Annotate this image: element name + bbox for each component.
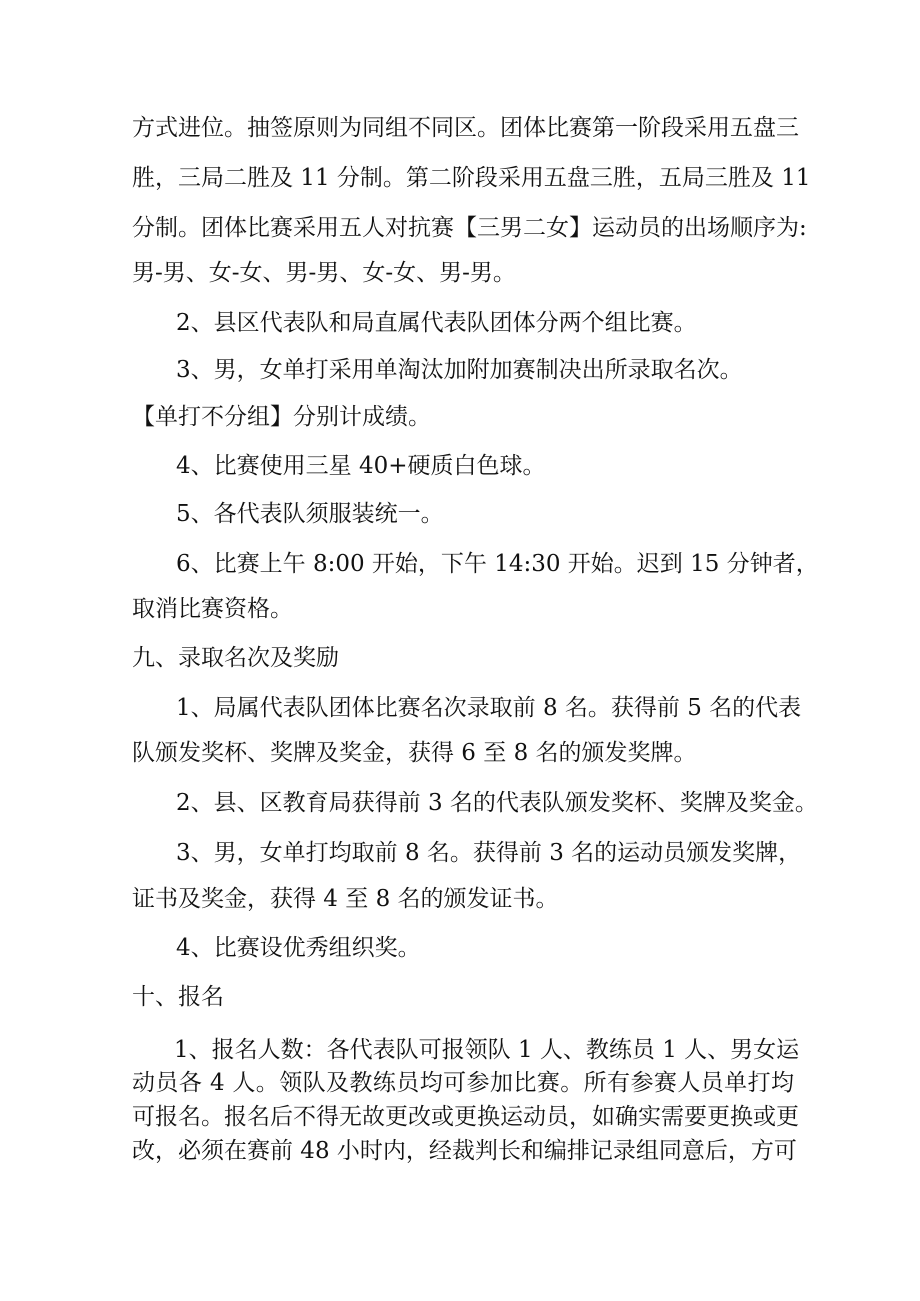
rule-item: 6、比赛上午 8:00 开始，下午 14:30 开始。迟到 15 分钟者，	[176, 551, 819, 577]
section-heading: 十、报名	[132, 984, 224, 1010]
paragraph-line: 可报名。报名后不得无故更改或更换运动员，如确实需要更换或更	[132, 1104, 799, 1130]
rule-item: 3、男，女单打采用单淘汰加附加赛制决出所录取名次。	[176, 357, 743, 383]
section-heading: 九、录取名次及奖励	[132, 645, 339, 671]
rule-item: 2、县区代表队和局直属代表队团体分两个组比赛。	[176, 310, 697, 336]
rule-item: 5、各代表队须服装统一。	[176, 501, 444, 527]
paragraph-line: 取消比赛资格。	[132, 596, 293, 622]
rule-item: 2、县、区教育局获得前 3 名的代表队颁发奖杯、奖牌及奖金。	[176, 790, 818, 816]
paragraph-line: 男-男、女-女、男-男、女-女、男-男。	[132, 260, 516, 286]
paragraph-line: 证书及奖金，获得 4 至 8 名的颁发证书。	[132, 886, 559, 912]
paragraph-line: 改，必须在赛前 48 小时内，经裁判长和编排记录组同意后，方可	[132, 1138, 797, 1164]
paragraph-line: 动员各 4 人。领队及教练员均可参加比赛。所有参赛人员单打均	[132, 1070, 794, 1096]
paragraph-line: 分制。团体比赛采用五人对抗赛【三男二女】运动员的出场顺序为:	[132, 215, 807, 241]
rule-item: 4、比赛设优秀组织奖。	[176, 935, 421, 961]
paragraph-line: 方式进位。抽签原则为同组不同区。团体比赛第一阶段采用五盘三	[132, 115, 799, 141]
rule-item: 4、比赛使用三星 40+硬质白色球。	[176, 453, 546, 479]
paragraph-line: 【单打不分组】分别计成绩。	[132, 404, 431, 430]
paragraph-line: 队颁发奖杯、奖牌及奖金，获得 6 至 8 名的颁发奖牌。	[132, 740, 697, 766]
rule-item: 1、局属代表队团体比赛名次录取前 8 名。获得前 5 名的代表	[176, 695, 802, 721]
rule-item: 1、报名人数：各代表队可报领队 1 人、教练员 1 人、男女运	[174, 1037, 800, 1063]
rule-item: 3、男，女单打均取前 8 名。获得前 3 名的运动员颁发奖牌，	[176, 840, 802, 866]
paragraph-line: 胜，三局二胜及 11 分制。第二阶段采用五盘三胜，五局三胜及 11	[132, 165, 811, 191]
